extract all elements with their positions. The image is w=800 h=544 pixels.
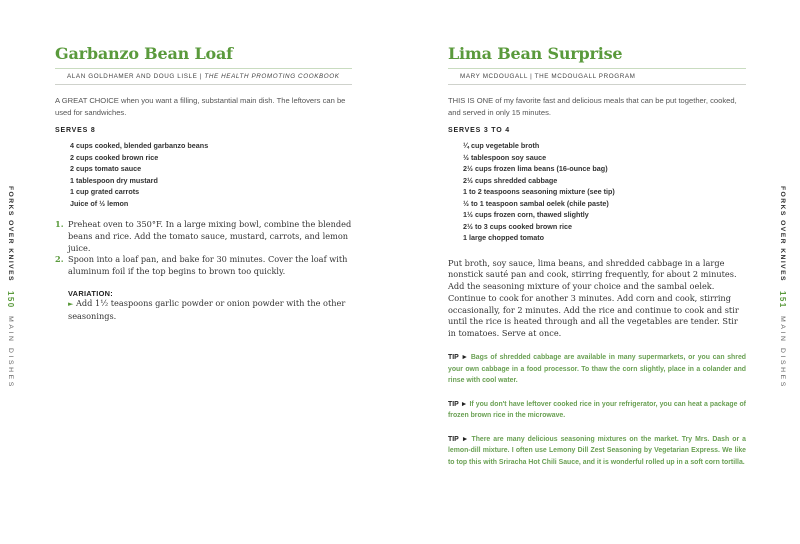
tip-text: If you don't have leftover cooked rice in your refrigerator, you can heat a package of frozen brown rice in the microwave.	[448, 400, 746, 420]
ingredient-item: ¼ cup vegetable broth	[463, 141, 540, 150]
step-item	[55, 254, 352, 278]
tip-block	[448, 399, 746, 422]
tip-label: TIP ►	[448, 400, 468, 408]
recipe-lima-bean-surprise	[448, 44, 746, 475]
ingredient-list	[55, 140, 352, 209]
source-authors: MARY MCDOUGALL	[460, 73, 528, 80]
step-text: Spoon into a loaf pan, and bake for 30 minutes. Cover the loaf with aluminum foil if the top begins to brown too quickly.	[68, 254, 348, 277]
ingredient-item: 2 cups tomato sauce	[70, 164, 142, 173]
tip-label: TIP ►	[448, 354, 469, 362]
recipe-title: Lima Bean Surprise	[448, 44, 623, 63]
ingredient-list	[448, 140, 746, 244]
right-page	[400, 0, 800, 544]
recipe-garbanzo-bean-loaf	[55, 44, 352, 323]
source-separator: |	[199, 73, 203, 80]
tip-block	[448, 352, 746, 387]
recipe-serves: SERVES 8	[55, 127, 96, 134]
variation-label: VARIATION:	[68, 288, 114, 298]
recipe-title: Garbanzo Bean Loaf	[55, 44, 233, 63]
ingredient-item: ½ to 1 teaspoon sambal oelek (chile paste)	[463, 198, 609, 208]
tip-block	[448, 434, 746, 469]
recipe-serves: SERVES 3 TO 4	[448, 127, 510, 134]
ingredient-item: 2 cups cooked brown rice	[70, 152, 159, 162]
ingredient-item: 1½ cups frozen corn, thawed slightly	[463, 210, 589, 219]
recipe-source	[448, 68, 746, 85]
ingredient-item: ½ tablespoon soy sauce	[463, 152, 547, 162]
running-head-brand: FORKS OVER KNIVES	[779, 186, 786, 282]
ingredient-item: 1 to 2 teaspoons seasoning mixture (see tip)	[463, 187, 615, 196]
tip-text: Bags of shredded cabbage are available in many supermarkets, or you can shred your own cabbage in a food processor. To thaw the corn slightly, place in a colander and rinse with cool water.	[448, 354, 746, 385]
source-book: THE HEALTH PROMOTING COOKBOOK	[204, 73, 340, 80]
running-head-brand: FORKS OVER KNIVES	[7, 186, 14, 282]
page-number: 150	[6, 291, 15, 309]
ingredient-item: 4 cups cooked, blended garbanzo beans	[70, 141, 209, 150]
source-book: THE MCDOUGALL PROGRAM	[534, 73, 636, 80]
ingredient-item: 1 large chopped tomato	[463, 233, 545, 242]
ingredient-item: 1 tablespoon dry mustard	[70, 175, 158, 185]
side-running-head	[6, 186, 15, 389]
step-number: 2.	[55, 254, 64, 265]
ingredient-item: 2½ cups frozen lima beans (16-ounce bag)	[463, 164, 608, 173]
running-head-section: MAIN DISHES	[7, 316, 14, 389]
running-head-section: MAIN DISHES	[779, 316, 786, 389]
ingredient-item: 1 cup grated carrots	[70, 187, 140, 196]
variation-block	[55, 289, 352, 323]
variation-text: Add 1½ teaspoons garlic powder or onion powder with the other seasonings.	[68, 297, 346, 321]
recipe-method: Put broth, soy sauce, lima beans, and shredded cabbage in a large nonstick sauté pan and cook, stirring frequently, for about 2 minutes. Add the seasoning mixture of your choice and the sambal oelek. Continue to cook for another 3 minutes. Add corn and cook, stirring occasionally, for 2 minutes. Add the rice and continue to cook and stir until the rice is heated through and all the vegetables are tender. Stir in tomatoes. Serve at once.	[448, 257, 739, 339]
page-number: 151	[778, 291, 787, 309]
source-separator: |	[530, 73, 533, 80]
source-authors: ALAN GOLDHAMER AND DOUG LISLE	[67, 73, 198, 80]
tip-label: TIP ►	[448, 435, 469, 443]
step-text: Preheat oven to 350°F. In a large mixing bowl, combine the blended beans and rice. Add the tomato sauce, mustard, carrots, and lemon juice.	[68, 219, 352, 253]
recipe-source	[55, 68, 352, 85]
ingredient-item: 2½ to 3 cups cooked brown rice	[463, 221, 573, 231]
ingredient-item: 2½ cups shredded cabbage	[463, 175, 558, 185]
recipe-intro: THIS IS ONE of my favorite fast and delicious meals that can be put together, cooked, and served in only 15 minutes.	[448, 96, 737, 117]
tip-text: There are many delicious seasoning mixtures on the market. Try Mrs. Dash or a lemon-dill mixture. I often use Lemony Dill Zest Seasoning by Vegetarian Express. We like to top this with Sriracha Hot Chili Sauce, and it is wonderful rolled up in a soft corn tortilla.	[448, 435, 746, 466]
arrow-right-icon: ►	[68, 299, 74, 308]
recipe-intro: A GREAT CHOICE when you want a filling, substantial main dish. The leftovers can be used for sandwiches.	[55, 96, 346, 117]
side-running-head	[778, 186, 787, 389]
step-number: 1.	[55, 219, 64, 229]
step-item	[55, 219, 352, 254]
ingredient-item: Juice of ½ lemon	[70, 198, 129, 208]
step-list	[55, 219, 352, 278]
